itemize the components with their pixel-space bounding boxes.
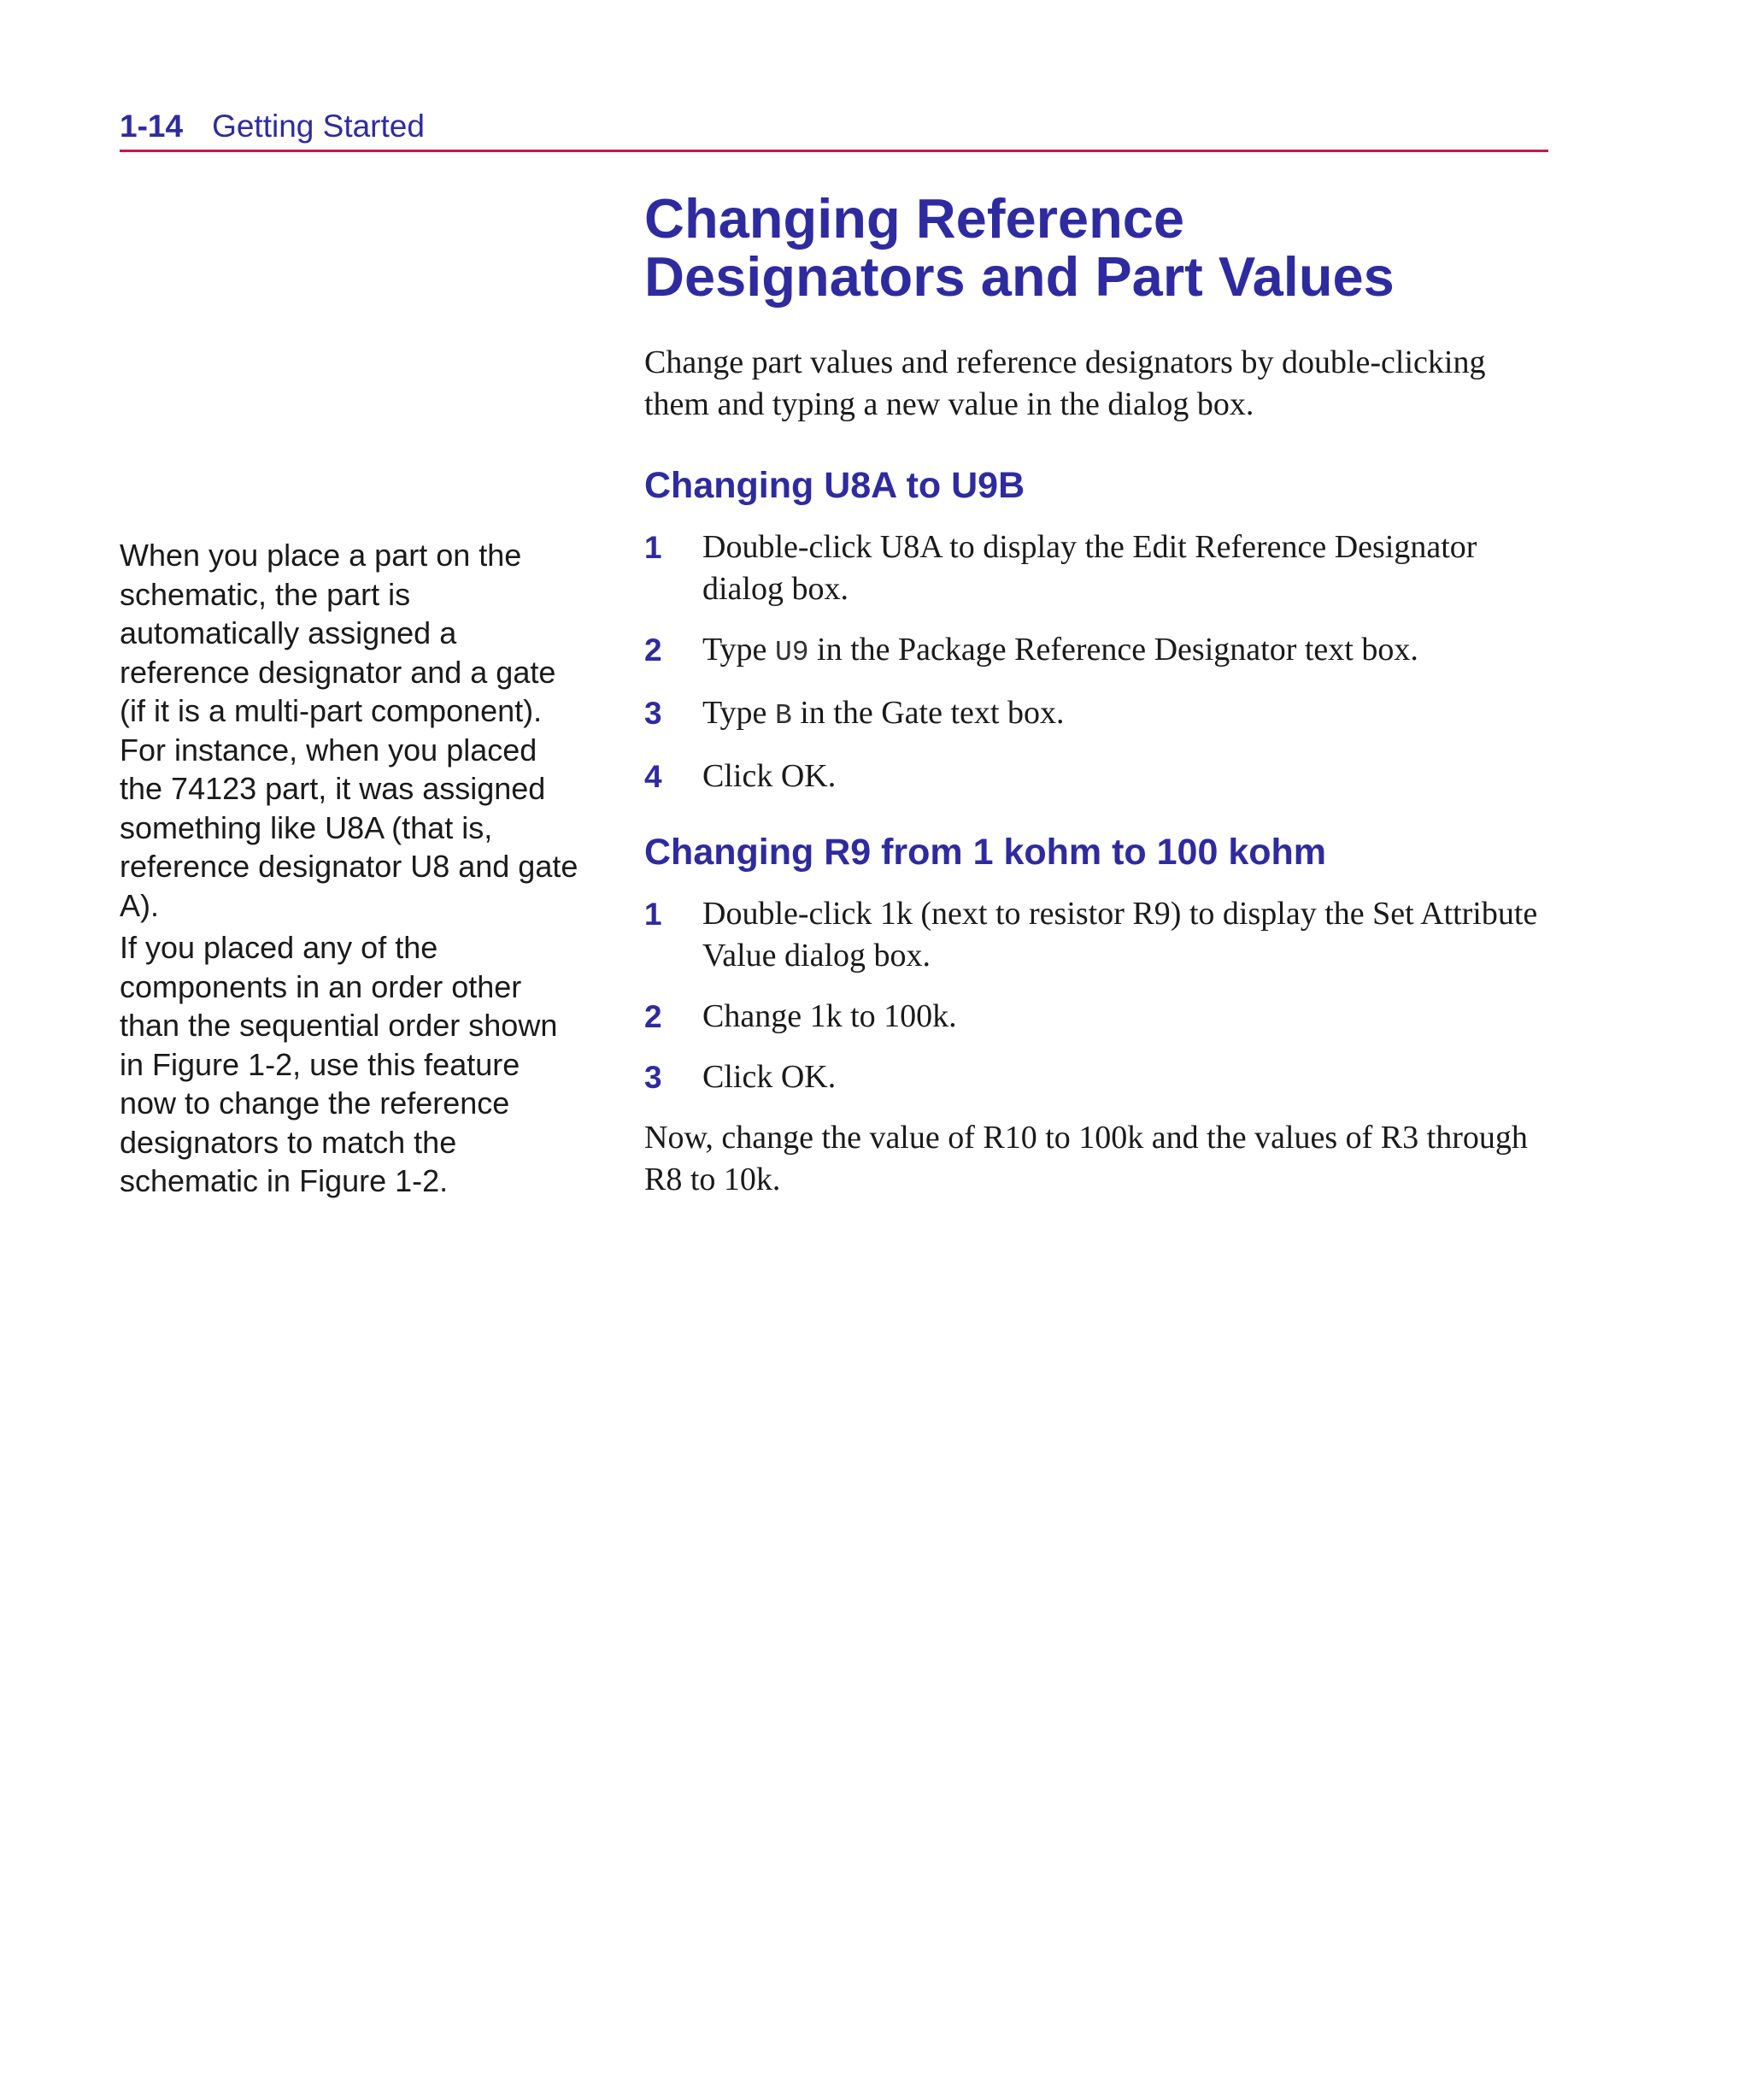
step-item (644, 756, 1550, 797)
margin-note (120, 536, 581, 1201)
step-number: 1 (644, 530, 662, 565)
step-item (644, 1056, 1550, 1098)
section-heading-r9-value: Changing R9 from 1 kohm to 100 kohm (644, 832, 1326, 873)
page-number: 1-14 (120, 109, 184, 144)
step-text-post: in the Package Reference Designator text box. (808, 632, 1418, 668)
margin-note-paragraph-1: When you place a part on the schematic, the part is automatically assigned a reference designator and a gate (if it is a multi-part component). For instance, when you placed the 74123 part, it was assigned something like U8A (that is, reference designator U8 and gate A). (120, 538, 578, 923)
closing-paragraph: Now, change the value of R10 to 100k and the values of R3 through R8 to 10k. (644, 1120, 1528, 1197)
step-number: 2 (644, 632, 662, 668)
step-number: 3 (644, 1060, 662, 1095)
step-text: Change 1k to 100k. (702, 998, 957, 1034)
page-title (644, 187, 1550, 308)
step-text-post: in the Gate text box. (791, 695, 1065, 731)
code-value: U9 (774, 637, 809, 668)
section-name: Getting Started (212, 109, 425, 144)
step-text-pre: Type (702, 695, 775, 731)
header-rule (120, 150, 1548, 152)
main-content (644, 187, 1550, 1201)
section-heading-u8a-to-u9b: Changing U8A to U9B (644, 465, 1025, 506)
step-text (702, 692, 1064, 737)
step-item (644, 893, 1550, 977)
step-item (644, 629, 1550, 674)
step-text-pre: Type (702, 632, 775, 668)
step-item (644, 996, 1550, 1038)
step-number: 2 (644, 999, 662, 1034)
steps-list-u8a-to-u9b (644, 526, 1550, 797)
steps-list-r9-value (644, 893, 1550, 1098)
step-number: 3 (644, 696, 662, 731)
running-header (120, 107, 425, 146)
step-text: Click OK. (702, 1059, 837, 1095)
intro-paragraph: Change part values and reference designators by double-clicking them and typing a new value in the dialog box. (644, 344, 1486, 422)
step-item (644, 692, 1550, 737)
step-number: 4 (644, 759, 662, 794)
step-text: Double-click 1k (next to resistor R9) to display the Set Attribute Value dialog box. (702, 896, 1538, 974)
step-number: 1 (644, 897, 662, 932)
step-text: Click OK. (702, 758, 837, 794)
step-item (644, 526, 1550, 610)
code-value: B (774, 700, 792, 732)
margin-note-paragraph-2: If you placed any of the components in an order other than the sequential order shown in Figure 1-2, use this feature now to change the reference designators to match the schematic in Figure 1-2. (120, 930, 558, 1198)
step-text: Double-click U8A to display the Edit Reference Designator dialog box. (702, 529, 1477, 607)
step-text (702, 629, 1418, 674)
page-title-line-2: Designators and Part Values (644, 245, 1395, 308)
page-title-line-1: Changing Reference (644, 187, 1185, 250)
